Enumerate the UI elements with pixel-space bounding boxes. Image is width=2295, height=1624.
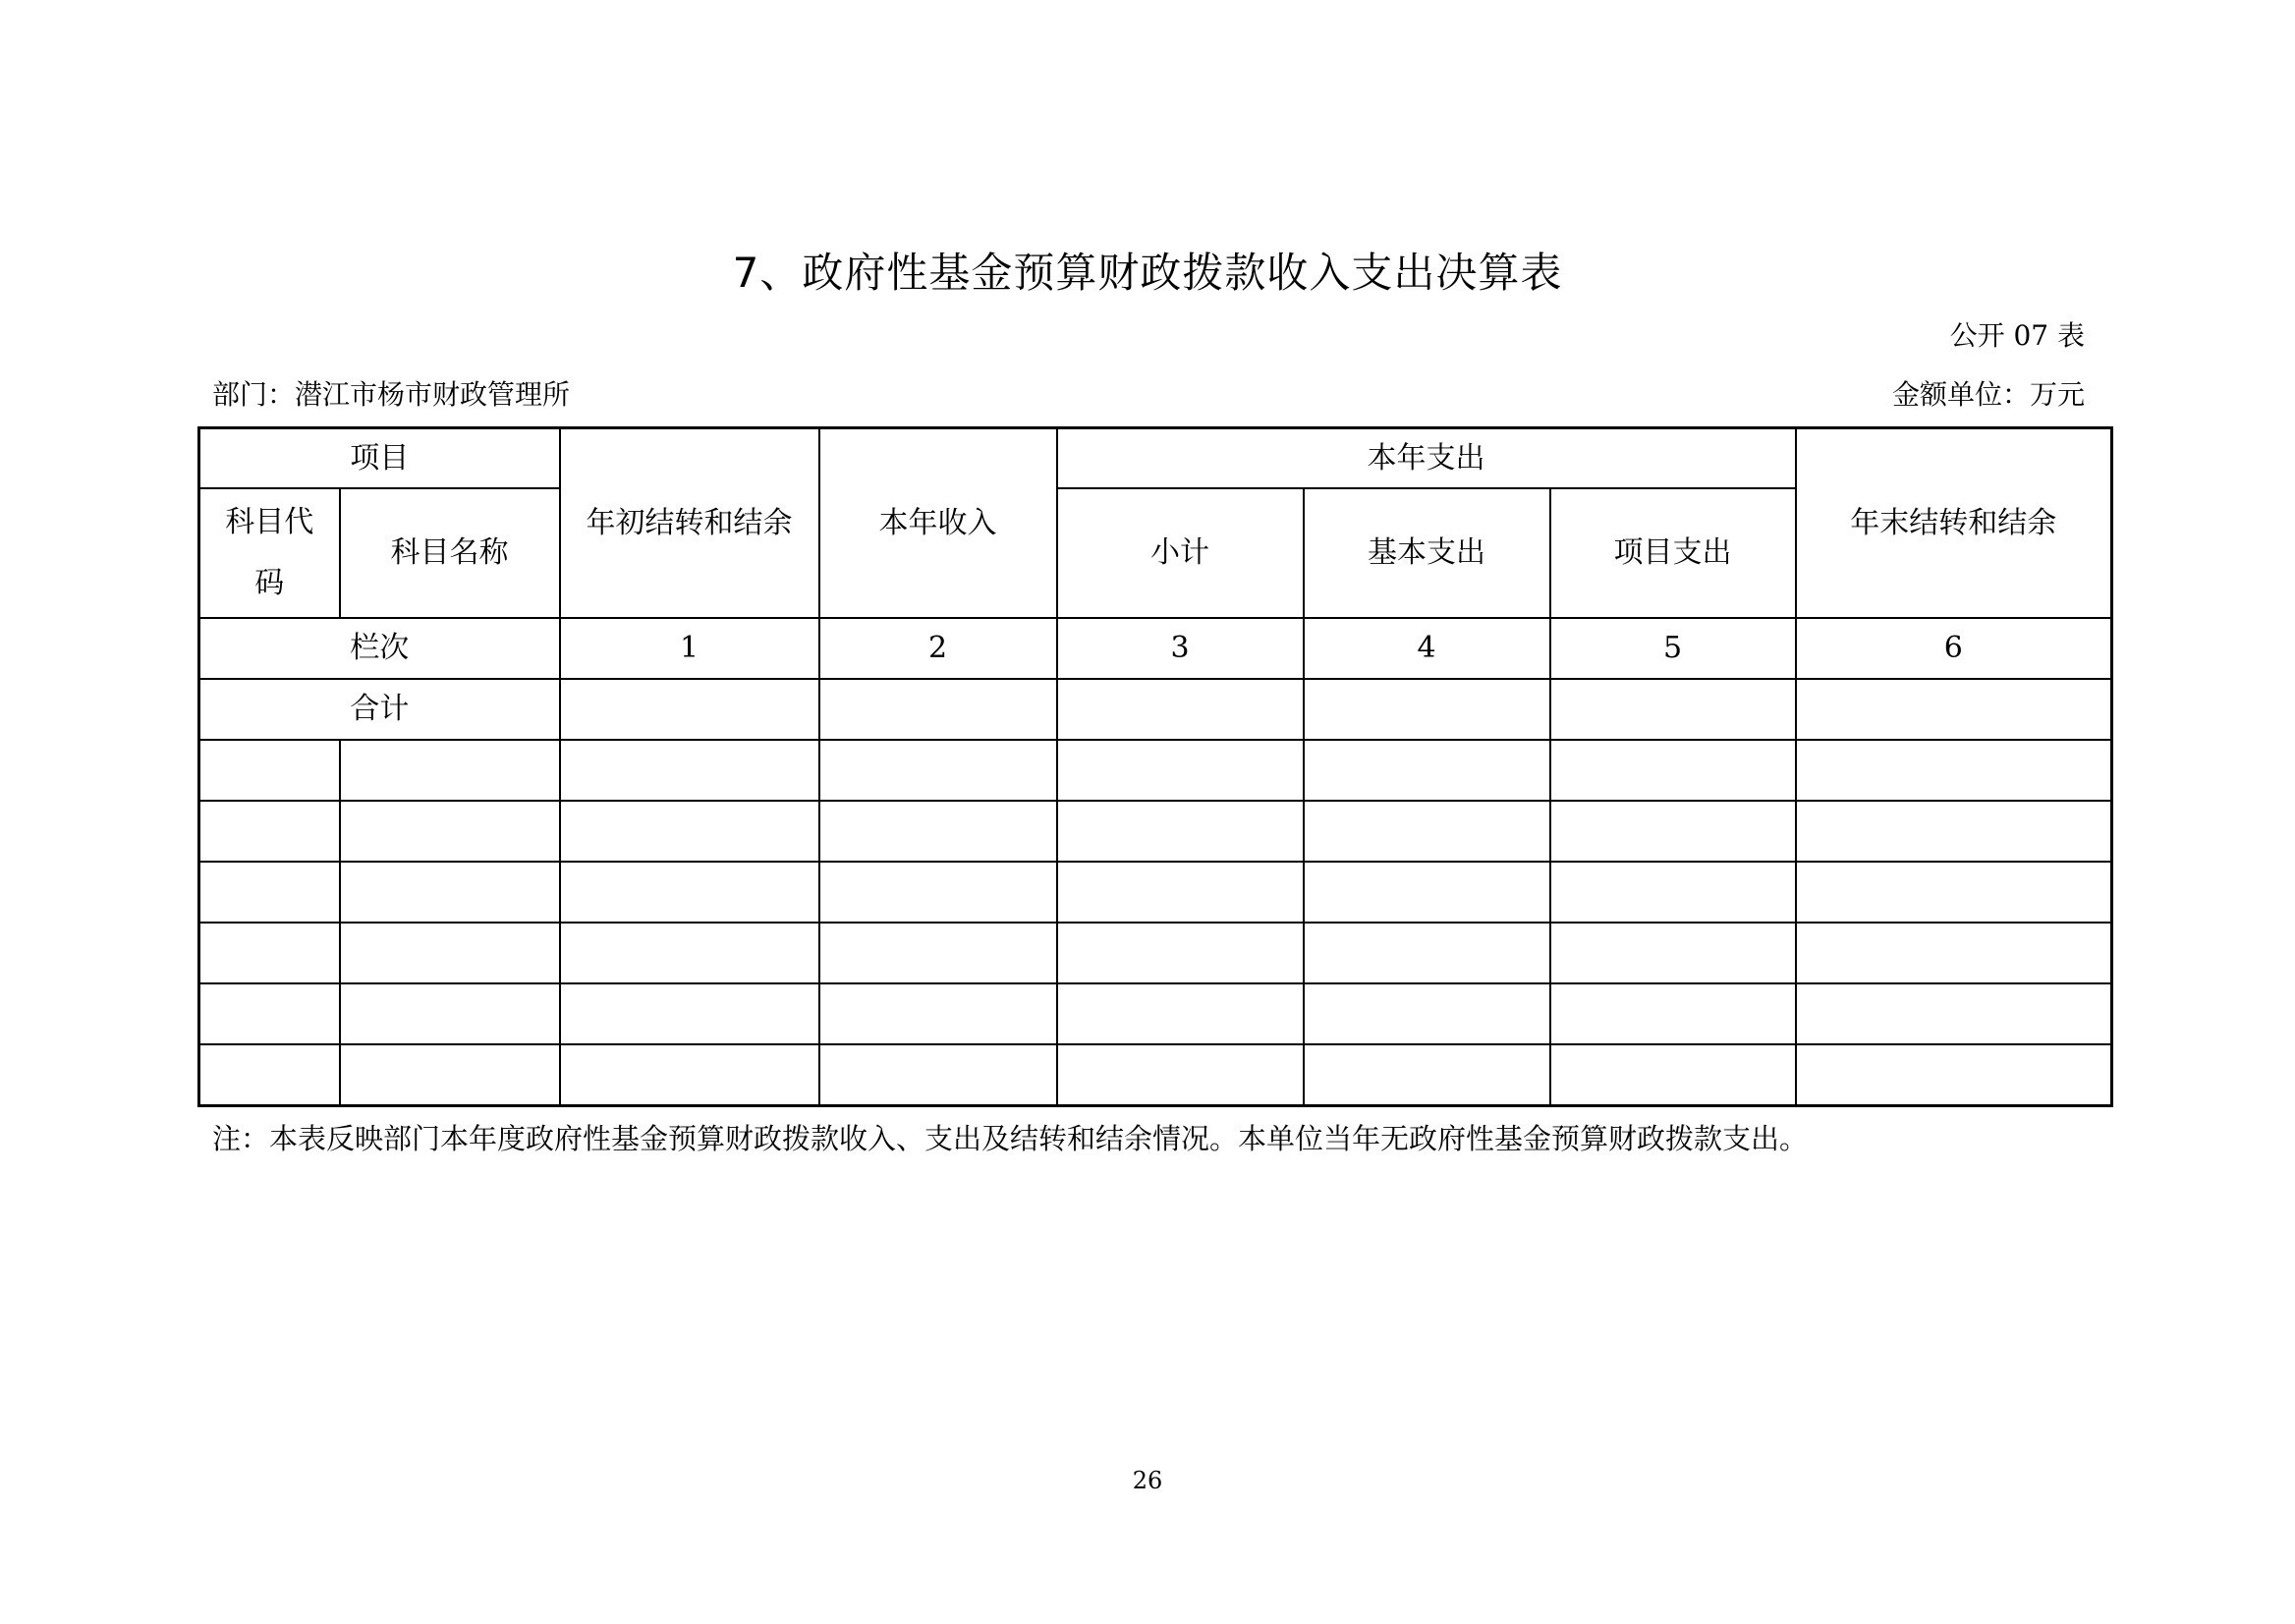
column-number: 5 <box>1550 618 1796 679</box>
table-cell <box>1304 679 1550 740</box>
header-begin-balance: 年初结转和结余 <box>560 428 819 619</box>
header-subtotal: 小计 <box>1057 488 1304 618</box>
table-cell <box>819 679 1057 740</box>
column-number: 2 <box>819 618 1057 679</box>
column-number-row <box>199 618 2112 679</box>
table-cell <box>819 923 1057 983</box>
total-label: 合计 <box>199 679 560 740</box>
table-cell <box>560 1044 819 1106</box>
table-cell <box>1550 923 1796 983</box>
page-number: 26 <box>1132 1467 1163 1494</box>
table-cell <box>1550 862 1796 923</box>
table-cell <box>340 983 560 1044</box>
table-cell <box>199 1044 340 1106</box>
table-cell <box>560 983 819 1044</box>
column-number: 1 <box>560 618 819 679</box>
table-cell <box>1796 679 2112 740</box>
empty-rows <box>199 740 2112 1106</box>
table-cell <box>1550 1044 1796 1106</box>
table-cell <box>1304 923 1550 983</box>
table-cell <box>1550 679 1796 740</box>
unit-label: 金额单位：万元 <box>1891 378 2085 411</box>
department-label: 部门：潜江市杨市财政管理所 <box>212 378 571 411</box>
table-cell <box>1057 862 1304 923</box>
table-cell <box>1550 740 1796 801</box>
header-end-balance: 年末结转和结余 <box>1796 428 2112 619</box>
table-row <box>199 740 2112 801</box>
table-cell <box>1304 801 1550 862</box>
table-cell <box>1057 679 1304 740</box>
table-cell <box>819 862 1057 923</box>
header-expense: 本年支出 <box>1057 428 1796 489</box>
table-cell <box>340 801 560 862</box>
table-cell <box>1796 740 2112 801</box>
table-cell <box>199 983 340 1044</box>
total-row <box>199 679 2112 740</box>
column-number: 6 <box>1796 618 2112 679</box>
table-cell <box>1796 801 2112 862</box>
table-cell <box>560 862 819 923</box>
table-cell <box>1304 983 1550 1044</box>
header-income: 本年收入 <box>819 428 1057 619</box>
table-cell <box>1550 983 1796 1044</box>
table-cell <box>1796 983 2112 1044</box>
table-cell <box>560 801 819 862</box>
table-cell <box>340 923 560 983</box>
table-row <box>199 801 2112 862</box>
table-cell <box>1057 740 1304 801</box>
column-label: 栏次 <box>199 618 560 679</box>
header-code: 科目代码 <box>199 488 340 618</box>
table-cell <box>560 923 819 983</box>
header-item: 项目 <box>199 428 560 489</box>
header-row-1 <box>199 428 2112 489</box>
table-cell <box>819 1044 1057 1106</box>
table-row <box>199 983 2112 1044</box>
table-cell <box>819 801 1057 862</box>
table-cell <box>819 983 1057 1044</box>
document-title: 7、政府性基金预算财政拨款收入支出决算表 <box>732 249 1563 297</box>
table-cell <box>1796 1044 2112 1106</box>
table-cell <box>340 1044 560 1106</box>
table-cell <box>199 862 340 923</box>
header-project: 项目支出 <box>1550 488 1796 618</box>
table-cell <box>1304 862 1550 923</box>
table-cell <box>199 923 340 983</box>
budget-table <box>197 426 2113 1107</box>
column-number: 3 <box>1057 618 1304 679</box>
table-row <box>199 1044 2112 1106</box>
column-number: 4 <box>1304 618 1550 679</box>
table-cell <box>199 740 340 801</box>
table-row <box>199 862 2112 923</box>
table-cell <box>1304 740 1550 801</box>
table-cell <box>1057 923 1304 983</box>
table-cell <box>819 740 1057 801</box>
table-cell <box>1304 1044 1550 1106</box>
table-cell <box>1057 801 1304 862</box>
form-id: 公开 07 表 <box>1949 319 2085 352</box>
table-cell <box>340 862 560 923</box>
table-cell <box>199 801 340 862</box>
table-cell <box>1057 1044 1304 1106</box>
header-name: 科目名称 <box>340 488 560 618</box>
header-basic: 基本支出 <box>1304 488 1550 618</box>
table-cell <box>1057 983 1304 1044</box>
table-cell <box>560 740 819 801</box>
table-cell <box>560 679 819 740</box>
table-row <box>199 923 2112 983</box>
table-note: 注：本表反映部门本年度政府性基金预算财政拨款收入、支出及结转和结余情况。本单位当年无政府性基金预算财政拨款支出。 <box>212 1122 1809 1155</box>
table-cell <box>1796 862 2112 923</box>
table-cell <box>1796 923 2112 983</box>
table-cell <box>1550 801 1796 862</box>
table-cell <box>340 740 560 801</box>
